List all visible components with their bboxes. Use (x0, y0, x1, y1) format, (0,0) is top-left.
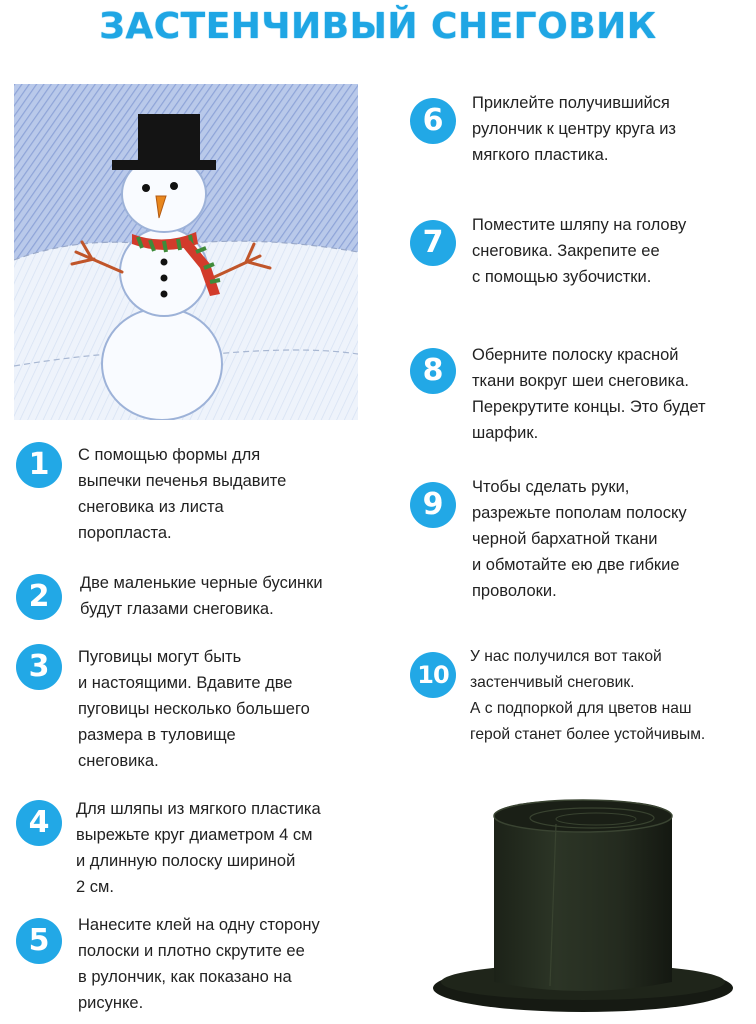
step-text: У нас получился вот такой застенчивый снеговик. А с подпоркой для цветов наш герой станет более устойчивым. (470, 648, 706, 743)
step-number-badge: 10 (410, 652, 456, 698)
step-number-badge: 3 (16, 644, 62, 690)
step-number-badge: 9 (410, 482, 456, 528)
step-number-badge: 4 (16, 800, 62, 846)
step-number-badge: 1 (16, 442, 62, 488)
step-text: С помощью формы для выпечки печенья выдавите снеговика из листа поропласта. (78, 446, 287, 542)
step-number-badge: 7 (410, 220, 456, 266)
step-number-badge: 6 (410, 98, 456, 144)
step-text: Оберните полоску красной ткани вокруг шеи снеговика. Перекрутите концы. Это будет шарфик. (472, 346, 706, 442)
step-number-badge: 8 (410, 348, 456, 394)
step-text: Для шляпы из мягкого пластика вырежьте круг диаметром 4 см и длинную полоску шириной 2 см. (76, 800, 321, 896)
step-text: Две маленькие черные бусинки будут глазами снеговика. (80, 574, 323, 618)
top-hat-illustration (424, 796, 742, 1018)
step-text: Чтобы сделать руки, разрежьте пополам полоску черной бархатной ткани и обмотайте ею две гибкие проволоки. (472, 478, 687, 600)
snowman-illustration (14, 84, 358, 420)
step-text: Приклейте получившийся рулончик к центру круга из мягкого пластика. (472, 94, 676, 164)
page-title: ЗАСТЕНЧИВЫЙ СНЕГОВИК (99, 6, 657, 47)
step-number-badge: 5 (16, 918, 62, 964)
step-text: Нанесите клей на одну сторону полоски и плотно скрутите ее в рулончик, как показано на рисунке. (78, 916, 320, 1012)
step-text: Поместите шляпу на голову снеговика. Закрепите ее с помощью зубочистки. (472, 216, 687, 286)
step-number-badge: 2 (16, 574, 62, 620)
step-text: Пуговицы могут быть и настоящими. Вдавите две пуговицы несколько большего размера в туловище снеговика. (78, 648, 310, 770)
